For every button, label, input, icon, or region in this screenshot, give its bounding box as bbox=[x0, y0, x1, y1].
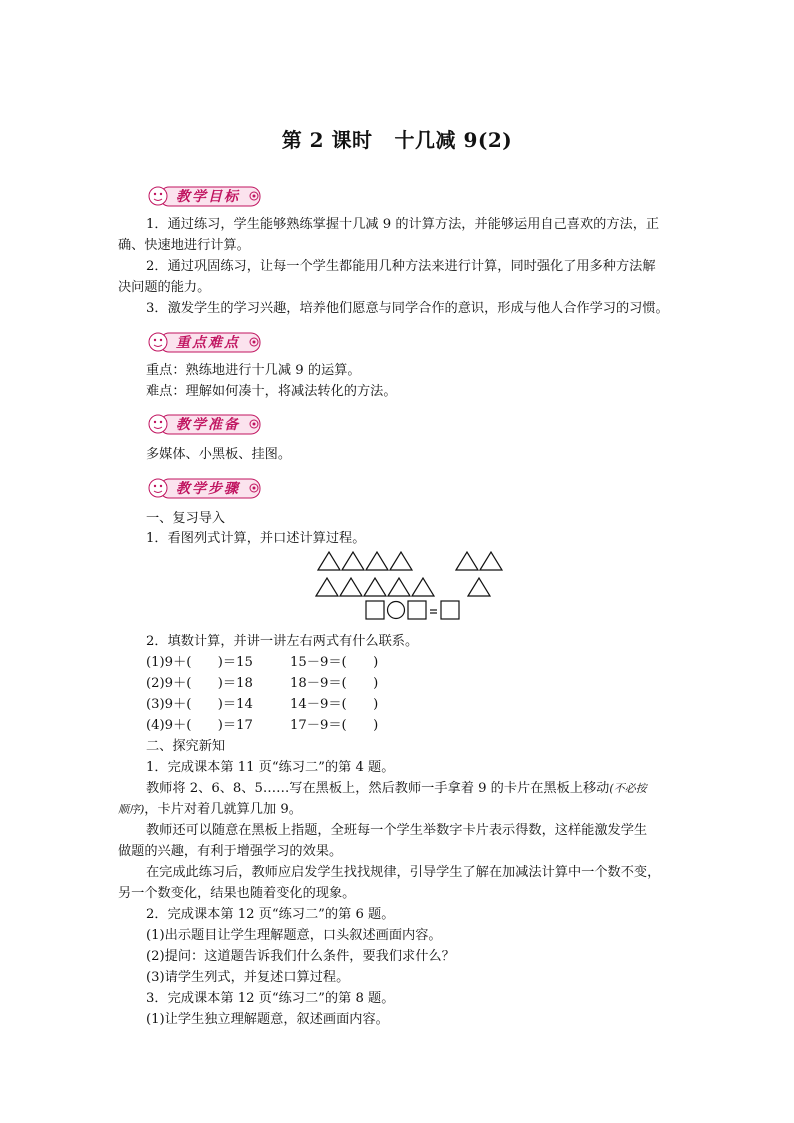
paragraph-1-line-2: 顺序)，卡片对着几就算几加 9。 bbox=[118, 802, 302, 817]
triangle-shape bbox=[480, 552, 502, 570]
triangle-figure bbox=[310, 548, 510, 628]
key-point: 重点：熟练地进行十几减 9 的运算。 bbox=[146, 363, 361, 378]
paragraph-3-line-2: 另一个数变化，结果也随着变化的现象。 bbox=[118, 886, 356, 901]
section-banner-prep: 教学准备 bbox=[146, 410, 264, 438]
step-2-2: 2．完成课本第 12 页“练习二”的第 6 题。 bbox=[146, 907, 395, 922]
prep-materials: 多媒体、小黑板、挂图。 bbox=[146, 447, 292, 462]
answer-box bbox=[441, 601, 459, 619]
paragraph-2-line-1: 教师还可以随意在黑板上指题，全班每一个学生举数字卡片表示得数，这样能激发学生 bbox=[146, 823, 648, 838]
section-banner-steps: 教学步骤 bbox=[146, 474, 264, 502]
triangle-shape bbox=[340, 578, 362, 596]
difficult-point: 难点：理解如何凑十，将减法转化的方法。 bbox=[146, 384, 397, 399]
triangle-shape bbox=[456, 552, 478, 570]
equation-left: (1)9＋( )＝15 bbox=[146, 655, 253, 670]
triangle-shape bbox=[316, 578, 338, 596]
equation-left: (4)9＋( )＝17 bbox=[146, 718, 253, 733]
triangle-shape bbox=[388, 578, 410, 596]
answer-box bbox=[408, 601, 426, 619]
equation-left: (3)9＋( )＝14 bbox=[146, 697, 253, 712]
step-2-1: 1．完成课本第 11 页“练习二”的第 4 题。 bbox=[146, 760, 395, 775]
triangle-shape bbox=[342, 552, 364, 570]
goal-2: 2．通过巩固练习，让每一个学生都能用几种方法来进行计算，同时强化了用多种方法解 bbox=[146, 259, 656, 274]
equation-right: 15－9＝( ) bbox=[290, 655, 379, 670]
operator-circle bbox=[388, 602, 405, 619]
answer-box bbox=[366, 601, 384, 619]
step-heading-2: 二、探究新知 bbox=[146, 739, 226, 754]
goal-2-cont: 决问题的能力。 bbox=[118, 280, 211, 295]
paragraph-3-line-1: 在完成此练习后，教师应启发学生找找规律，引导学生了解在加减法计算中一个数不变， bbox=[146, 865, 661, 880]
step-2-2-c: (3)请学生列式，并复述口算过程。 bbox=[146, 970, 350, 985]
triangle-shape bbox=[366, 552, 388, 570]
triangle-shape bbox=[318, 552, 340, 570]
step-2-2-a: (1)出示题目让学生理解题意，口头叙述画面内容。 bbox=[146, 928, 442, 943]
step-1-2: 2．填数计算，并讲一讲左右两式有什么联系。 bbox=[146, 634, 419, 649]
step-2-2-b: (2)提问：这道题告诉我们什么条件，要我们求什么？ bbox=[146, 949, 455, 964]
triangle-shape bbox=[390, 552, 412, 570]
step-2-3-a: (1)让学生独立理解题意，叙述画面内容。 bbox=[146, 1012, 389, 1027]
section-banner-goals: 教学目标 bbox=[146, 182, 264, 210]
equation-right: 18－9＝( ) bbox=[290, 676, 379, 691]
paragraph-1-line-1: 教师将 2、6、8、5……写在黑板上，然后教师一手拿着 9 的卡片在黑板上移动(不必按 bbox=[146, 781, 647, 796]
step-heading-1: 一、复习导入 bbox=[146, 511, 226, 526]
goal-1: 1．通过练习，学生能够熟练掌握十几减 9 的计算方法，并能够运用自己喜欢的方法，正 bbox=[146, 217, 660, 232]
goal-3: 3．激发学生的学习兴趣，培养他们愿意与同学合作的意识，形成与他人合作学习的习惯。 bbox=[146, 301, 669, 316]
paragraph-2-line-2: 做题的兴趣，有利于增强学习的效果。 bbox=[118, 844, 343, 859]
triangle-shape bbox=[468, 578, 490, 596]
triangle-shape bbox=[364, 578, 386, 596]
equation-left: (2)9＋( )＝18 bbox=[146, 676, 253, 691]
page-title: 第 2 课时 十几减 9(2) bbox=[281, 128, 513, 152]
step-1-1: 1．看图列式计算，并口述计算过程。 bbox=[146, 531, 366, 546]
section-banner-keypoints: 重点难点 bbox=[146, 328, 264, 356]
goal-1-cont: 确、快速地进行计算。 bbox=[118, 238, 250, 253]
triangle-shape bbox=[412, 578, 434, 596]
step-2-3: 3．完成课本第 12 页“练习二”的第 8 题。 bbox=[146, 991, 395, 1006]
equation-right: 17－9＝( ) bbox=[290, 718, 379, 733]
equation-right: 14－9＝( ) bbox=[290, 697, 379, 712]
